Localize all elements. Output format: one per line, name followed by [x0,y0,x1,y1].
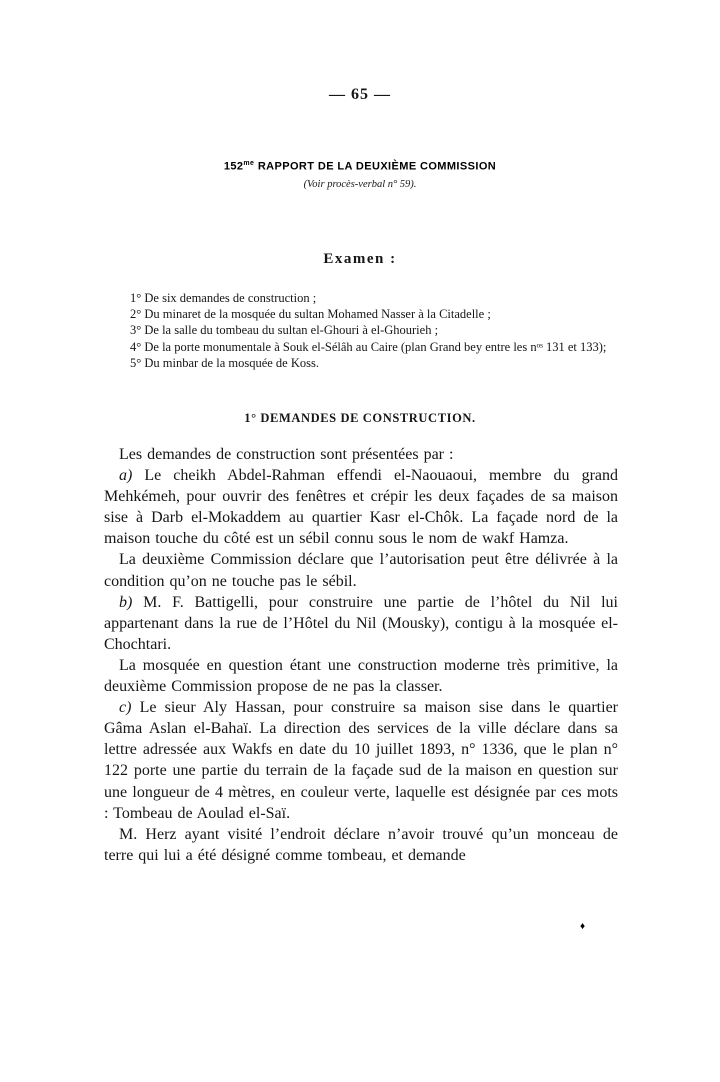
paragraph-commission-decision [104,549,618,591]
page-number: — 65 — [329,86,391,103]
report-title-number: 152 [223,160,244,173]
paragraph-label: b) [119,593,133,611]
examen-item-1: 1° De six demandes de construction ; [130,291,317,305]
report-subtitle: (Voir procès-verbal n° 59). [303,179,417,190]
paragraph-label: c) [119,699,132,717]
printers-mark: ♦ [580,921,586,932]
body-text [104,444,618,866]
paragraph-herz [104,824,618,866]
paragraph-text: La mosquée en question étant une construction moderne très primitive, la deuxième Commission propose de ne pas la classer. [104,656,618,696]
examen-item-3: 3° De la salle du tombeau du sultan el-Ghouri à el-Ghourieh ; [130,323,439,338]
paragraph-text: M. Herz ayant visité l’endroit déclare n’avoir trouvé qu’un monceau de terre qui lui a été désigné comme tombeau, et demande [104,825,618,864]
section-heading: 1° DEMANDES DE CONSTRUCTION. [244,411,476,425]
paragraph-a [104,465,618,549]
paragraph-text: La deuxième Commission déclare que l’autorisation peut être délivrée à la condition qu’on ne touche pas le sébil. [104,551,618,590]
examen-list [104,290,618,371]
examen-heading: Examen : [323,251,397,267]
paragraph-text: Le cheikh Abdel-Rahman effendi el-Naouaoui, membre du grand Mehkémeh, pour ouvrir des fenêtres et crépir les deux façades de sa maison sise à Darb el-Mokaddem au quartier Kasr el-Chôk. La façade nord de la maison touche du côté est un sébil connu sous le nom de wakf Hamza. [104,467,618,548]
paragraph-intro [104,444,618,465]
report-title-ordinal: me [243,160,255,167]
paragraph-c [104,697,618,824]
paragraph-text: Le sieur Aly Hassan, pour construire sa maison sise dans le quartier Gâma Aslan el-Bahaï. La direction des services de la ville déclare dans sa lettre adressée aux Wakfs en date du 10 juillet 1893, n° 1336, que le plan n° 122 porte une partie du terrain de la façade sud de la maison en question sur une longueur de 4 mètres, en couleur verte, laquelle est désignée par ces mots : Tombeau de Aoulad el-Saï. [104,699,618,822]
examen-item-2: 2° Du minaret de la mosquée du sultan Mohamed Nasser à la Citadelle ; [130,307,491,322]
paragraph-b [104,592,618,655]
paragraph-text: M. F. Battigelli, pour construire une partie de l’hôtel du Nil lui appartenant dans la rue de l’Hôtel du Nil (Mousky), contigu à la mosquée el-Chochtari. [104,593,618,653]
report-title [0,160,720,173]
examen-item-4: 4° De la porte monumentale à Souk el-Sélâh au Caire (plan Grand bey entre les nᵒˢ 131 et 133); [130,339,607,354]
examen-item-5: 5° Du minbar de la mosquée de Koss. [130,355,319,370]
paragraph-mosque-note [104,655,618,697]
paragraph-label: a) [119,467,133,485]
report-title-text: RAPPORT DE LA DEUXIÈME COMMISSION [257,160,497,173]
paragraph-text: Les demandes de construction sont présentées par : [119,446,454,463]
